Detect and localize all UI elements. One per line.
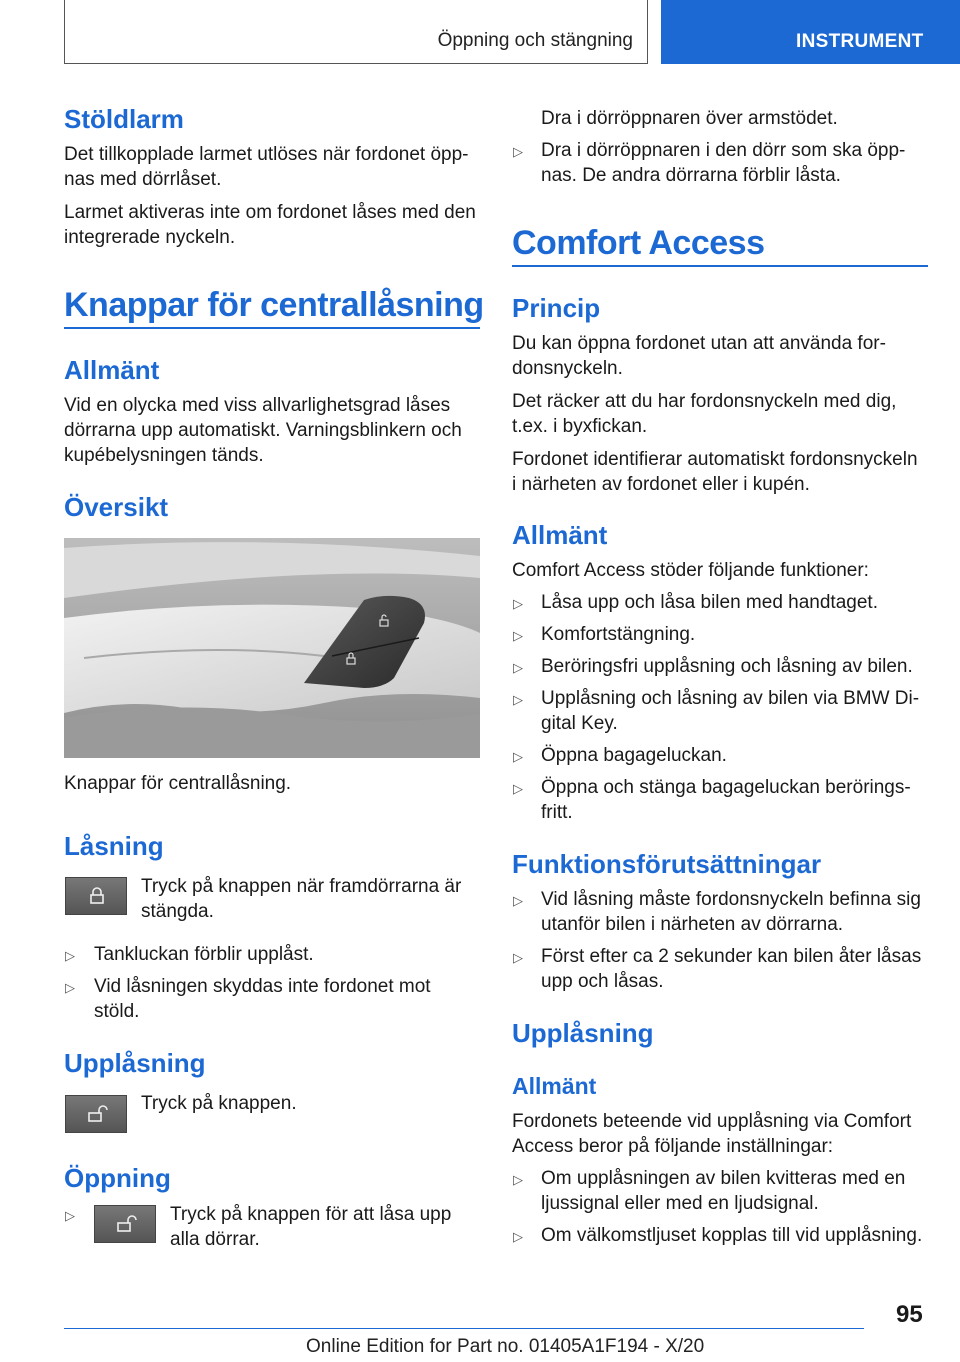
header-section-title: Öppning och stängning (437, 30, 633, 51)
setting-item-b: ljussignal eller med en ljudsignal. (541, 1193, 819, 1214)
condition-item-b: upp och låsas. (541, 971, 664, 992)
para-princip-1: Du kan öppna fordonet utan att använda for- (512, 333, 886, 354)
heading-oversikt: Översikt (64, 492, 169, 522)
para-upplasning-1b: Access beror på följande inställningar: (512, 1136, 834, 1157)
feature-item-b: fritt. (541, 802, 573, 823)
para-stoldlarm-1: Det tillkopplade larmet utlöses när fordonet öpp- (64, 144, 469, 165)
lock-icon (88, 887, 106, 905)
para-princip-1b: donsnyckeln. (512, 358, 623, 379)
condition-item: Först efter ca 2 sekunder kan bilen åter låsas (541, 946, 922, 967)
lasning-text-b: stängda. (141, 901, 214, 922)
footer-edition: Online Edition for Part no. 01405A1F194 - X/20 (306, 1336, 705, 1357)
para-princip-3: Fordonet identifierar automatiskt fordonsnyckeln (512, 449, 918, 470)
oppning-text-b: alla dörrar. (170, 1229, 260, 1250)
feature-item: Beröringsfri upplåsning och låsning av bilen. (541, 656, 913, 677)
feature-item: Upplåsning och låsning av bilen via BMW Di- (541, 688, 920, 709)
para-stoldlarm-2: Larmet aktiveras inte om fordonet låses med den (64, 202, 476, 223)
para-allmant-1c: kupébelysningen tänds. (64, 445, 264, 466)
bullet-icon: ▷ (513, 144, 523, 159)
bullet-dorr: Dra i dörröppnaren i den dörr som ska öpp- (541, 140, 906, 161)
unlock-icon (88, 1105, 108, 1123)
heading-upplasning: Upplåsning (64, 1048, 206, 1078)
setting-item: Om välkomstljuset kopplas till vid upplåsning. (541, 1225, 923, 1246)
bullet-icon: ▷ (513, 781, 523, 796)
subheading-allmant: Allmänt (512, 1073, 597, 1099)
upplasning-text: Tryck på knappen. (141, 1093, 297, 1114)
para-princip-3b: i närheten av fordonet eller i kupén. (512, 474, 810, 495)
para-princip-2b: t.ex. i byxfickan. (512, 416, 648, 437)
feature-item: Komfortstängning. (541, 624, 696, 645)
para-stoldlarm-1b: nas med dörrlåset. (64, 169, 222, 190)
header-section-box (64, 0, 648, 64)
unlock-icon (117, 1215, 137, 1233)
bullet-armstod: Dra i dörröppnaren över armstödet. (541, 108, 838, 129)
bullet-dorr-b: nas. De andra dörrarna förblir låsta. (541, 165, 841, 186)
bullet-stold: Vid låsningen skyddas inte fordonet mot (94, 976, 431, 997)
heading-rule (512, 265, 928, 267)
setting-item: Om upplåsningen av bilen kvitteras med en (541, 1168, 906, 1189)
photo-caption: Knappar för centrallåsning. (64, 773, 292, 794)
para-funktioner: Comfort Access stöder följande funktioner: (512, 560, 869, 581)
bullet-icon: ▷ (513, 950, 523, 965)
oppning-text: Tryck på knappen för att låsa upp (170, 1204, 452, 1225)
unlock-button-image (65, 1095, 127, 1133)
heading-lasning: Låsning (64, 831, 164, 861)
bullet-icon: ▷ (513, 596, 523, 611)
bullet-icon: ▷ (513, 1229, 523, 1244)
bullet-icon: ▷ (65, 1208, 75, 1223)
bullet-icon: ▷ (513, 893, 523, 908)
heading-rule (64, 327, 480, 329)
heading-knappar: Knappar för centrallåsning (64, 286, 484, 324)
para-upplasning-1: Fordonets beteende vid upplåsning via Comfort (512, 1111, 912, 1132)
header-chapter-tab (661, 0, 960, 64)
feature-item: Öppna bagageluckan. (541, 745, 727, 766)
heading-comfort-access: Comfort Access (512, 224, 765, 262)
heading-funktionsforutsattningar: Funktionsförutsättningar (512, 849, 822, 879)
lasning-text: Tryck på knappen när framdörrarna är (141, 876, 462, 897)
heading-upplasning-right: Upplåsning (512, 1018, 654, 1048)
para-stoldlarm-2b: integrerade nyckeln. (64, 227, 236, 248)
feature-item: Öppna och stänga bagageluckan berörings- (541, 777, 911, 798)
para-allmant-1b: dörrarna upp automatiskt. Varningsblinkern och (64, 420, 462, 441)
bullet-icon: ▷ (513, 660, 523, 675)
feature-item: Låsa upp och låsa bilen med handtaget. (541, 592, 878, 613)
unlock-button-image-2 (94, 1205, 156, 1243)
footer-rule (64, 1328, 864, 1329)
heading-allmant: Allmänt (64, 355, 160, 385)
page-number: 95 (896, 1301, 923, 1328)
bullet-icon: ▷ (65, 980, 75, 995)
lock-button-image (65, 877, 127, 915)
heading-oppning: Öppning (64, 1163, 171, 1193)
bullet-icon: ▷ (513, 692, 523, 707)
heading-allmant-right: Allmänt (512, 520, 608, 550)
para-allmant-1: Vid en olycka med viss allvarlighetsgrad låses (64, 395, 451, 416)
condition-item: Vid låsning måste fordonsnyckeln befinna sig (541, 889, 921, 910)
bullet-icon: ▷ (65, 948, 75, 963)
bullet-tanklucka: Tankluckan förblir upplåst. (94, 944, 314, 965)
condition-item-b: utanför bilen i närheten av dörrarna. (541, 914, 844, 935)
header-chapter-title: INSTRUMENT (796, 31, 924, 52)
heading-princip: Princip (512, 293, 601, 323)
feature-item-b: gital Key. (541, 713, 618, 734)
door-handle-photo (64, 538, 480, 758)
heading-stoldlarm: Stöldlarm (64, 104, 184, 134)
bullet-stold-b: stöld. (94, 1001, 140, 1022)
bullet-icon: ▷ (513, 749, 523, 764)
bullet-icon: ▷ (513, 1172, 523, 1187)
para-princip-2: Det räcker att du har fordonsnyckeln med dig, (512, 391, 897, 412)
bullet-icon: ▷ (513, 628, 523, 643)
